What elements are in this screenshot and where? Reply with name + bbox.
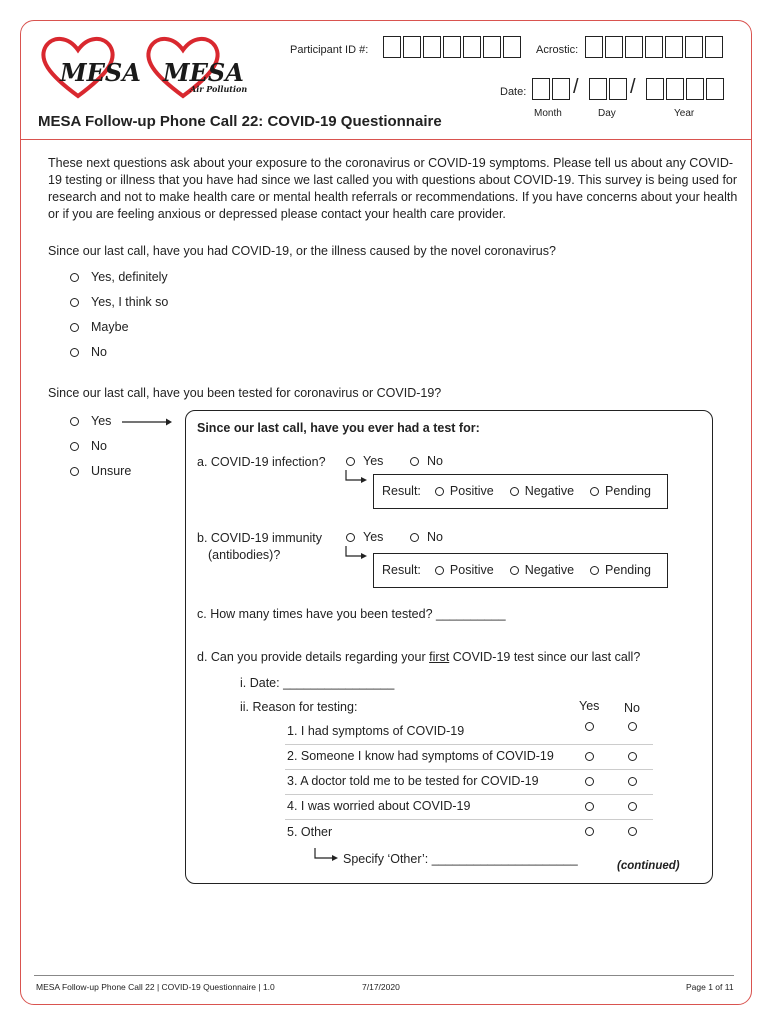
radio-icon[interactable] xyxy=(70,323,79,332)
participant-id-boxes[interactable] xyxy=(383,36,523,58)
radio-icon[interactable] xyxy=(590,566,599,575)
radio-icon[interactable] xyxy=(585,827,594,836)
q1-text: Since our last call, have you had COVID-19, or the illness caused by the novel coronavirus? xyxy=(48,244,556,258)
question-b-label-2: (antibodies)? xyxy=(208,548,281,562)
question-d-reason-label: ii. Reason for testing: xyxy=(240,700,358,714)
date-label: Date: xyxy=(500,86,527,98)
radio-icon[interactable] xyxy=(628,777,637,786)
year-label: Year xyxy=(674,108,695,119)
q2-text: Since our last call, have you been tested for coronavirus or COVID-19? xyxy=(48,386,442,400)
b-option-yes[interactable]: Yes xyxy=(346,530,383,544)
reason-row-3: 3. A doctor told me to be tested for COVID-19 xyxy=(287,774,539,788)
day-label: Day xyxy=(598,108,616,119)
date-month-boxes[interactable] xyxy=(532,78,572,100)
footer-date: 7/17/2020 xyxy=(362,982,400,992)
reason-row-4: 4. I was worried about COVID-19 xyxy=(287,799,471,813)
radio-icon[interactable] xyxy=(628,827,637,836)
question-b-label: b. COVID-19 immunity xyxy=(197,531,323,545)
reason-row-1: 1. I had symptoms of COVID-19 xyxy=(287,724,465,738)
radio-icon[interactable] xyxy=(628,752,637,761)
row-divider xyxy=(285,794,653,795)
radio-icon[interactable] xyxy=(410,533,419,542)
elbow-arrow-icon xyxy=(343,546,367,562)
radio-icon[interactable] xyxy=(410,457,419,466)
col-yes-header: Yes xyxy=(579,699,600,713)
logo-subtitle: Air Pollution xyxy=(190,84,248,94)
radio-icon[interactable] xyxy=(70,298,79,307)
row-divider xyxy=(285,819,653,820)
acrostic-label: Acrostic: xyxy=(536,44,579,56)
logo-word-2: MESA xyxy=(163,58,244,87)
continued-note: (continued) xyxy=(617,860,680,872)
participant-id-label: Participant ID #: xyxy=(290,44,369,56)
radio-icon[interactable] xyxy=(70,442,79,451)
radio-icon[interactable] xyxy=(628,722,637,731)
date-separator-1: / xyxy=(573,76,579,98)
footer-left: MESA Follow-up Phone Call 22 | COVID-19 Questionnaire | 1.0 xyxy=(36,982,275,992)
radio-icon[interactable] xyxy=(585,722,594,731)
question-a-label: a. COVID-19 infection? xyxy=(197,455,326,469)
acrostic-boxes[interactable] xyxy=(585,36,725,58)
elbow-arrow-icon xyxy=(343,470,367,486)
date-day-boxes[interactable] xyxy=(589,78,629,100)
radio-icon[interactable] xyxy=(628,802,637,811)
radio-icon[interactable] xyxy=(70,417,79,426)
b-option-no[interactable]: No xyxy=(410,530,443,544)
intro-paragraph: These next questions ask about your exposure to the coronavirus or COVID-19 symptoms. Please tell us about any COVID-19 testing or illness that you have had since we last called you with questions about COVID-19. This survey is being used for research and not to make health care or mental health referrals or recommendations. If you have concerns about your health or if you are feeling anxious or depressed please contact your health care provider. xyxy=(48,156,738,221)
radio-icon[interactable] xyxy=(346,457,355,466)
radio-icon[interactable] xyxy=(585,802,594,811)
date-separator-2: / xyxy=(630,76,636,98)
q1-option-yes-think-so[interactable]: Yes, I think so xyxy=(70,295,168,309)
q2-option-no[interactable]: No xyxy=(70,439,107,453)
date-year-boxes[interactable] xyxy=(646,78,726,100)
radio-icon[interactable] xyxy=(435,566,444,575)
reason-row-2: 2. Someone I know had symptoms of COVID-19 xyxy=(287,749,554,763)
header-divider xyxy=(20,139,752,140)
radio-icon[interactable] xyxy=(590,487,599,496)
elbow-arrow-icon xyxy=(312,848,338,864)
a-option-yes[interactable]: Yes xyxy=(346,454,383,468)
month-label: Month xyxy=(534,108,562,119)
radio-icon[interactable] xyxy=(510,487,519,496)
subbox-heading: Since our last call, have you ever had a test for: xyxy=(197,421,480,435)
radio-icon[interactable] xyxy=(585,777,594,786)
radio-icon[interactable] xyxy=(70,467,79,476)
q1-option-no[interactable]: No xyxy=(70,345,107,359)
col-no-header: No xyxy=(624,701,640,715)
a-option-no[interactable]: No xyxy=(410,454,443,468)
row-divider xyxy=(285,744,653,745)
q1-option-yes-definitely[interactable]: Yes, definitely xyxy=(70,270,168,284)
q2-option-yes[interactable]: Yes xyxy=(70,414,111,428)
arrow-right-icon xyxy=(122,417,172,427)
radio-icon[interactable] xyxy=(435,487,444,496)
radio-icon[interactable] xyxy=(510,566,519,575)
a-result-row: Result: Positive Negative Pending xyxy=(382,484,651,498)
radio-icon[interactable] xyxy=(585,752,594,761)
specify-other-field[interactable]: Specify ‘Other’: _____________________ xyxy=(343,852,578,866)
question-d-date[interactable]: i. Date: ________________ xyxy=(240,676,395,690)
b-result-row: Result: Positive Negative Pending xyxy=(382,563,651,577)
logo-word-1: MESA xyxy=(60,58,141,87)
row-divider xyxy=(285,769,653,770)
radio-icon[interactable] xyxy=(346,533,355,542)
page-title: MESA Follow-up Phone Call 22: COVID-19 Questionnaire xyxy=(38,113,442,130)
q1-option-maybe[interactable]: Maybe xyxy=(70,320,129,334)
mesa-logo xyxy=(38,34,258,104)
radio-icon[interactable] xyxy=(70,273,79,282)
footer-divider xyxy=(34,975,734,976)
question-d: d. Can you provide details regarding your first COVID-19 test since our last call? xyxy=(197,650,641,664)
question-c[interactable]: c. How many times have you been tested? __________ xyxy=(197,607,506,621)
footer-page: Page 1 of 11 xyxy=(686,982,734,992)
q2-option-unsure[interactable]: Unsure xyxy=(70,464,131,478)
reason-row-5: 5. Other xyxy=(287,825,333,839)
radio-icon[interactable] xyxy=(70,348,79,357)
